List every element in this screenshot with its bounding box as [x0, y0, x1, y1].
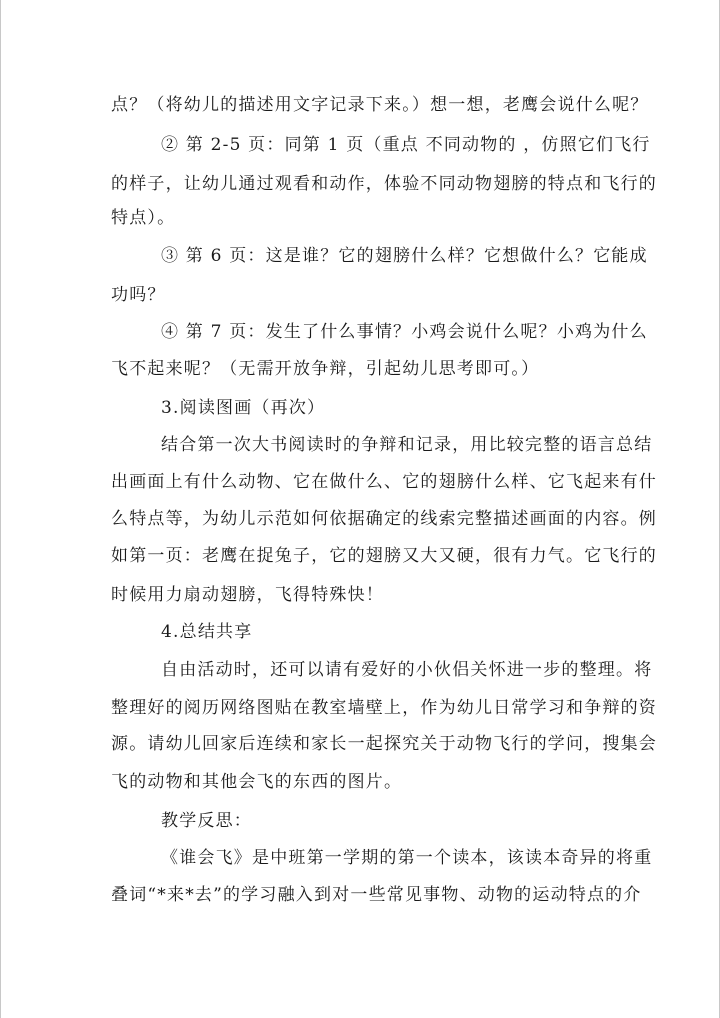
section-heading-3: 3.阅读图画（再次） [161, 398, 326, 418]
text-line: 点？（将幼儿的描述用文字记录下来。）想一想，老鹰会说什么呢？ [111, 95, 649, 115]
text-line: 么特点等，为幼儿示范如何依据确定的线索完整描述画面的内容。例 [111, 509, 657, 529]
section-heading-reflection: 教学反思： [161, 811, 252, 831]
section-heading-4: 4.总结共享 [161, 622, 253, 642]
text-line: 功吗？ [111, 285, 166, 305]
paragraph-line: 自由活动时，还可以请有爱好的小伙侣关怀进一步的整理。将 [161, 660, 653, 680]
paragraph-line: 《谁会飞》是中班第一学期的第一个读本，该读本奇异的将重 [161, 848, 653, 868]
paragraph-line: 结合第一次大书阅读时的争辩和记录，用比较完整的语言总结 [161, 435, 653, 455]
text-line: 飞不起来呢？（无需开放争辩，引起幼儿思考即可。） [111, 359, 540, 379]
list-item-2-5: ② 第 2-5 页：同第 1 页（重点 不同动物的 ，仿照它们飞行 [161, 135, 651, 155]
text-line: 时候用力扇动翅膀，飞得特殊快！ [111, 585, 384, 605]
text-line: 整理好的阅历网络图贴在教室墙壁上，作为幼儿日常学习和争辩的资 [111, 698, 657, 718]
list-item-7: ④ 第 7 页：发生了什么事情？小鸡会说什么呢？小鸡为什么 [161, 322, 648, 342]
text-line: 源。请幼儿回家后连续和家长一起探究关于动物飞行的学问，搜集会 [111, 734, 657, 754]
text-line: 的样子，让幼儿通过观看和动作，体验不同动物翅膀的特点和飞行的 [111, 174, 657, 194]
text-line: 出画面上有什么动物、它在做什么、它的翅膀什么样、它飞起来有什 [111, 472, 657, 492]
text-line: 叠词“*来*去”的学习融入到对一些常见事物、动物的运动特点的介 [111, 885, 642, 905]
text-line: 如第一页：老鹰在捉兔子，它的翅膀又大又硬，很有力气。它飞行的 [111, 546, 657, 566]
text-line: 特点）。 [111, 208, 176, 228]
text-line: 飞的动物和其他会飞的东西的图片。 [111, 772, 403, 792]
list-item-6: ③ 第 6 页：这是谁？它的翅膀什么样？它想做什么？它能成 [161, 246, 648, 266]
